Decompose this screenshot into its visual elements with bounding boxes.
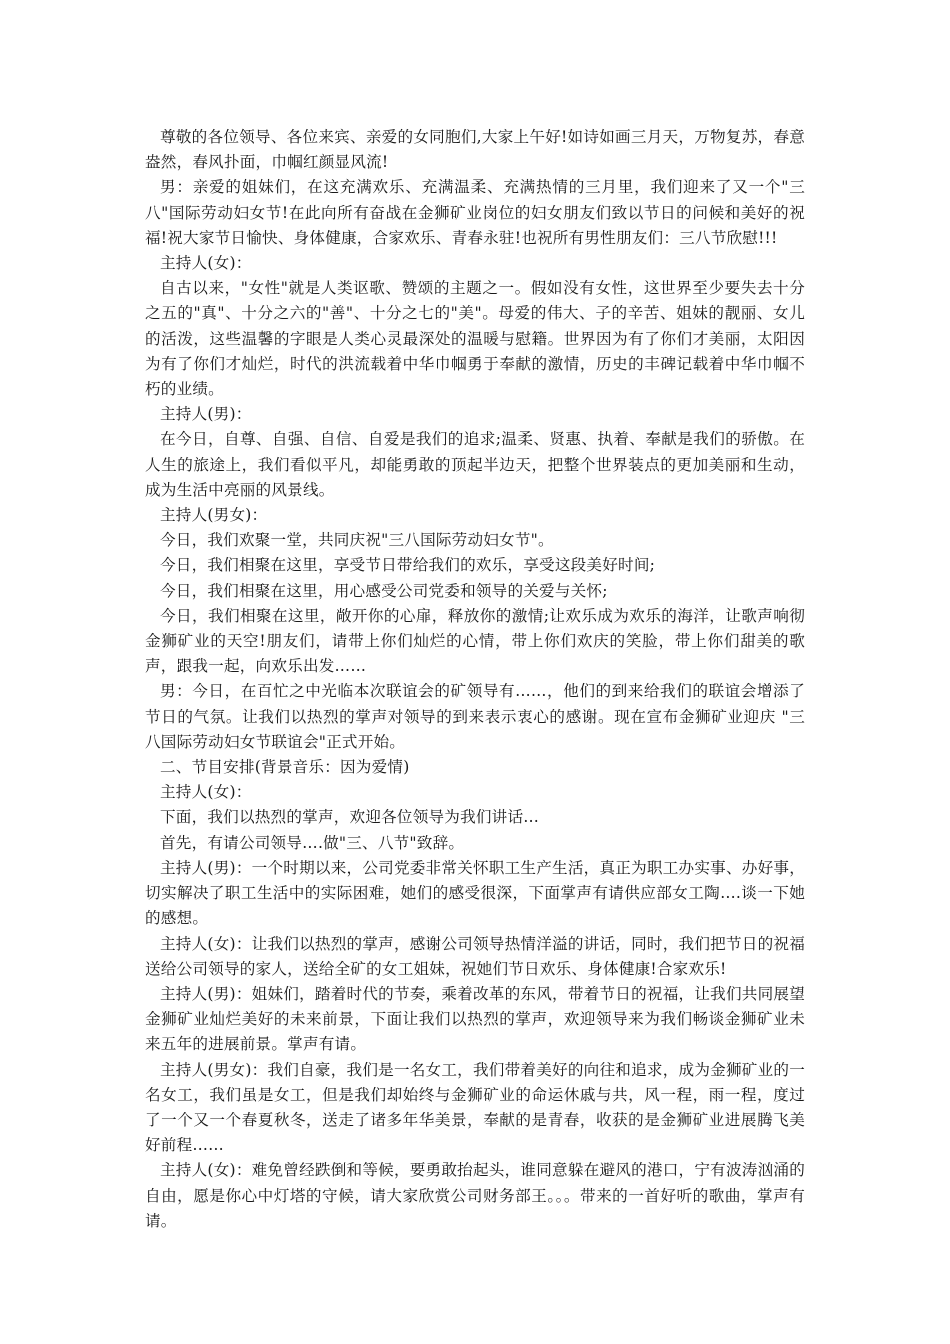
opening-announcement: 男：今日，在百忙之中光临本次联谊会的矿领导有……，他们的到来给我们的联谊会增添了节日的气氛。让我们以热烈的掌声对领导的到来表示衷心的感谢。现在宣布金狮矿业迎庆 "三八国际劳动妇女节联谊会"正式开始。 xyxy=(145,682,805,751)
joint-line-4: 今日，我们相聚在这里，敞开你的心扉，释放你的激情;让欢乐成为欢乐的海洋，让歌声响彻金狮矿业的天空!朋友们，请带上你们灿烂的心情，带上你们欢庆的笑脸，带上你们甜美的歌声，跟我一起，向欢乐出发…… xyxy=(145,606,805,676)
female-host-thanks: 主持人(女)：让我们以热烈的掌声，感谢公司领导热情洋溢的讲话，同时，我们把节日的祝福送给公司领导的家人，送给全矿的女工姐妹，祝她们节日欢乐、身体健康!合家欢乐! xyxy=(145,934,805,978)
document-body xyxy=(145,125,805,1234)
female-host-song-intro: 主持人(女)：难免曾经跌倒和等候，要勇敢抬起头，谁同意躲在避风的港口，宁有波涛汹涌的自由，愿是你心中灯塔的守候，请大家欣赏公司财务部王。。。带来的一首好听的歌曲，掌声有请。 xyxy=(145,1161,805,1230)
leader-welcome: 下面，我们以热烈的掌声，欢迎各位领导为我们讲话… xyxy=(160,808,540,827)
male-host-welcome: 男：亲爱的姐妹们，在这充满欢乐、充满温柔、充满热情的三月里，我们迎来了又一个"三八"国际劳动妇女节!在此向所有奋战在金狮矿业岗位的妇女朋友们致以节日的问候和美好的祝福!祝大家节日愉快、身体健康，合家欢乐、青春永驻!也祝所有男性朋友们：三八节欣慰!!! xyxy=(145,178,805,247)
section-heading-program: 二、节目安排(背景音乐：因为爱情) xyxy=(160,758,410,777)
speaker-label-female-2: 主持人(女)： xyxy=(160,783,252,802)
male-host-speech: 在今日，自尊、自强、自信、自爱是我们的追求;温柔、贤惠、执着、奉献是我们的骄傲。在人生的旅途上，我们看似平凡，却能勇敢的顶起半边天，把整个世界装点的更加美丽和生动，成为生活中亮丽的风景线。 xyxy=(145,430,805,499)
speaker-label-male: 主持人(男)： xyxy=(160,405,252,424)
joint-line-3: 今日，我们相聚在这里，用心感受公司党委和领导的关爱与关怀; xyxy=(160,581,608,600)
joint-line-1: 今日，我们欢聚一堂，共同庆祝"三八国际劳动妇女节"。 xyxy=(160,531,554,550)
leader-address-invite: 首先，有请公司领导….做"三、八节"致辞。 xyxy=(160,833,465,852)
opening-greeting: 尊敬的各位领导、各位来宾、亲爱的女同胞们,大家上午好!如诗如画三月天，万物复苏，春意盎然，春风扑面，巾帼红颜显风流! xyxy=(145,128,805,172)
speaker-label-female: 主持人(女)： xyxy=(160,254,252,273)
male-host-future-outlook: 主持人(男)：姐妹们，踏着时代的节奏，乘着改革的东风，带着节日的祝福，让我们共同展望金狮矿业灿烂美好的未来前景，下面让我们以热烈的掌声，欢迎领导来为我们畅谈金狮矿业未来五年的进展前景。掌声有请。 xyxy=(145,984,805,1054)
speaker-label-both: 主持人(男女)： xyxy=(160,506,268,525)
joint-pride-speech: 主持人(男女)：我们自豪，我们是一名女工，我们带着美好的向往和追求，成为金狮矿业的一名女工，我们虽是女工，但是我们却始终与金狮矿业的命运休戚与共，风一程，雨一程，度过了一个又一个春夏秋冬，送走了诸多年华美景，奉献的是青春，收获的是金狮矿业进展腾飞美好前程…… xyxy=(145,1060,805,1155)
male-host-worker-invite: 主持人(男)：一个时期以来，公司党委非常关怀职工生产生活，真正为职工办实事、办好事，切实解决了职工生活中的实际困难，她们的感受很深，下面掌声有请供应部女工陶….谈一下她的感想。 xyxy=(145,858,805,928)
female-host-speech: 自古以来，"女性"就是人类讴歌、赞颂的主题之一。假如没有女性，这世界至少要失去十分之五的"真"、十分之六的"善"、十分之七的"美"。母爱的伟大、子的辛苦、姐妹的靓丽、女儿的活泼，这些温馨的字眼是人类心灵最深处的温暖与慰籍。世界因为有了你们才美丽，太阳因为有了你们才灿烂，时代的洪流载着中华巾帼勇于奉献的激情，历史的丰碑记载着中华巾帼不朽的业绩。 xyxy=(145,279,805,399)
joint-line-2: 今日，我们相聚在这里，享受节日带给我们的欢乐，享受这段美好时间; xyxy=(160,556,656,575)
